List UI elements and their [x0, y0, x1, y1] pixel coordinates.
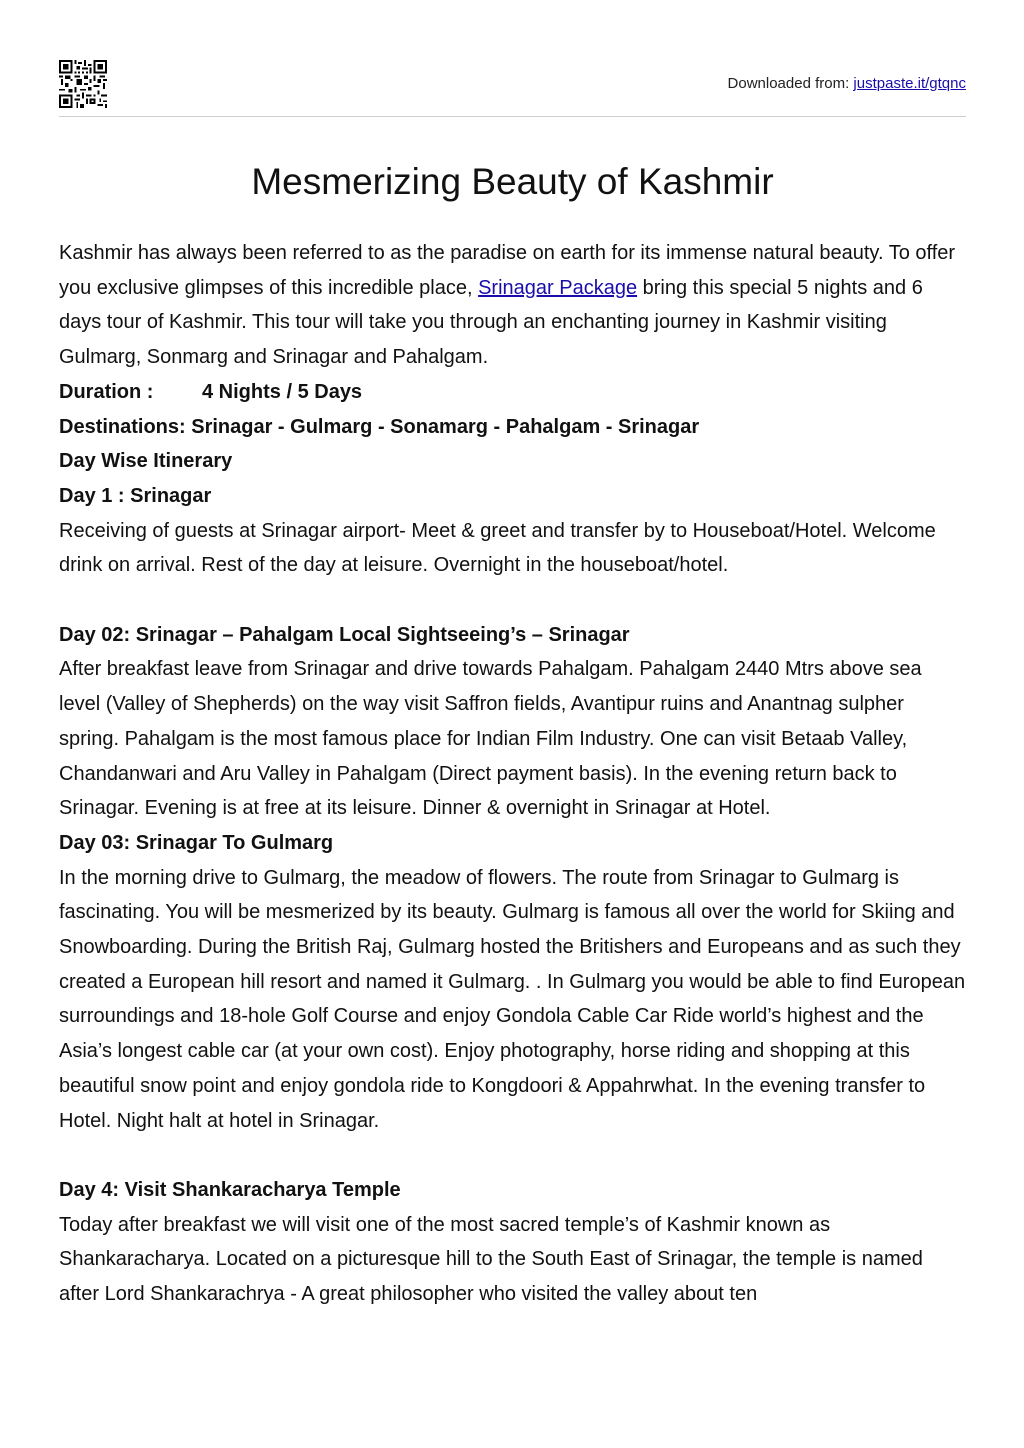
page-title: Mesmerizing Beauty of Kashmir: [251, 161, 774, 202]
document-body: [59, 150, 966, 1312]
day-4-heading: Day 4: Visit Shankaracharya Temple: [59, 1178, 401, 1201]
intro-text-start: Kashmir has always been referred to as the paradise on earth for its immense natural beauty. To offer you exclusive glimpses of this incredible place,: [59, 242, 956, 299]
intro-paragraph: [59, 236, 966, 375]
spacer: [59, 1138, 966, 1173]
source-link[interactable]: justpaste.it/gtqnc: [853, 75, 966, 92]
day-4-text: Today after breakfast we will visit one of the most sacred temple’s of Kashmir known as Shankaracharya. Located on a picturesque hill to the South East of Srinagar, the temple is named after Lord Shankarachrya - A great philosopher who visited the valley about ten: [59, 1213, 923, 1306]
day-1-text: Receiving of guests at Srinagar airport- Meet & greet and transfer by to Houseboat/Hotel. Welcome drink on arrival. Rest of the day at leisure. Overnight in the houseboat/hotel.: [59, 519, 936, 577]
page-header: [59, 60, 966, 117]
spacer: [59, 583, 966, 618]
intro-text-end: bring this special 5 nights and 6 days tour of Kashmir. This tour will take you through an enchanting journey in Kashmir visiting Gulmarg, Sonmarg and Srinagar and Pahalgam.: [59, 276, 923, 369]
day-3-text: In the morning drive to Gulmarg, the meadow of flowers. The route from Srinagar to Gulmarg is fascinating. You will be mesmerized by its beauty. Gulmarg is famous all over the world for Skiing and Snowboarding. During the British Raj, Gulmarg hosted the Britishers and Europeans and as such they created a European hill resort and named it Gulmarg. . In Gulmarg you would be able to find European surroundings and 18-hole Golf Course and enjoy Gondola Cable Car Ride world’s highest and the Asia’s longest cable car (at your own cost). Enjoy photography, horse riding and shopping at this beautiful snow point and enjoy gondola ride to Kongdoori & Appahrwhat. In the evening transfer to Hotel. Night halt at hotel in Srinagar.: [59, 866, 966, 1132]
duration-value: 4 Nights / 5 Days: [202, 380, 363, 403]
qr-code-icon: [59, 60, 107, 108]
downloaded-from-label: Downloaded from:: [727, 75, 850, 92]
day-2-text: After breakfast leave from Srinagar and drive towards Pahalgam. Pahalgam 2440 Mtrs above sea level (Valley of Shepherds) on the way visit Saffron fields, Avantipur ruins and Anantnag sulpher spring. Pahalgam is the most famous place for Indian Film Industry. One can visit Betaab Valley, Chandanwari and Aru Valley in Pahalgam (Direct payment basis). In the evening return back to Srinagar. Evening is at free at its leisure. Dinner & overnight in Srinagar at Hotel.: [59, 658, 922, 820]
destinations-line: Destinations: Srinagar - Gulmarg - Sonamarg - Pahalgam - Srinagar: [59, 415, 700, 438]
itinerary-heading: Day Wise Itinerary: [59, 450, 233, 473]
day-2-heading: Day 02: Srinagar – Pahalgam Local Sightseeing’s – Srinagar: [59, 623, 630, 646]
duration-line: [59, 375, 966, 410]
download-source: [728, 75, 966, 92]
day-3-heading: Day 03: Srinagar To Gulmarg: [59, 831, 334, 854]
srinagar-package-link[interactable]: Srinagar Package: [478, 276, 638, 299]
day-1-heading: Day 1 : Srinagar: [59, 484, 212, 507]
duration-label: Duration :: [59, 380, 154, 403]
